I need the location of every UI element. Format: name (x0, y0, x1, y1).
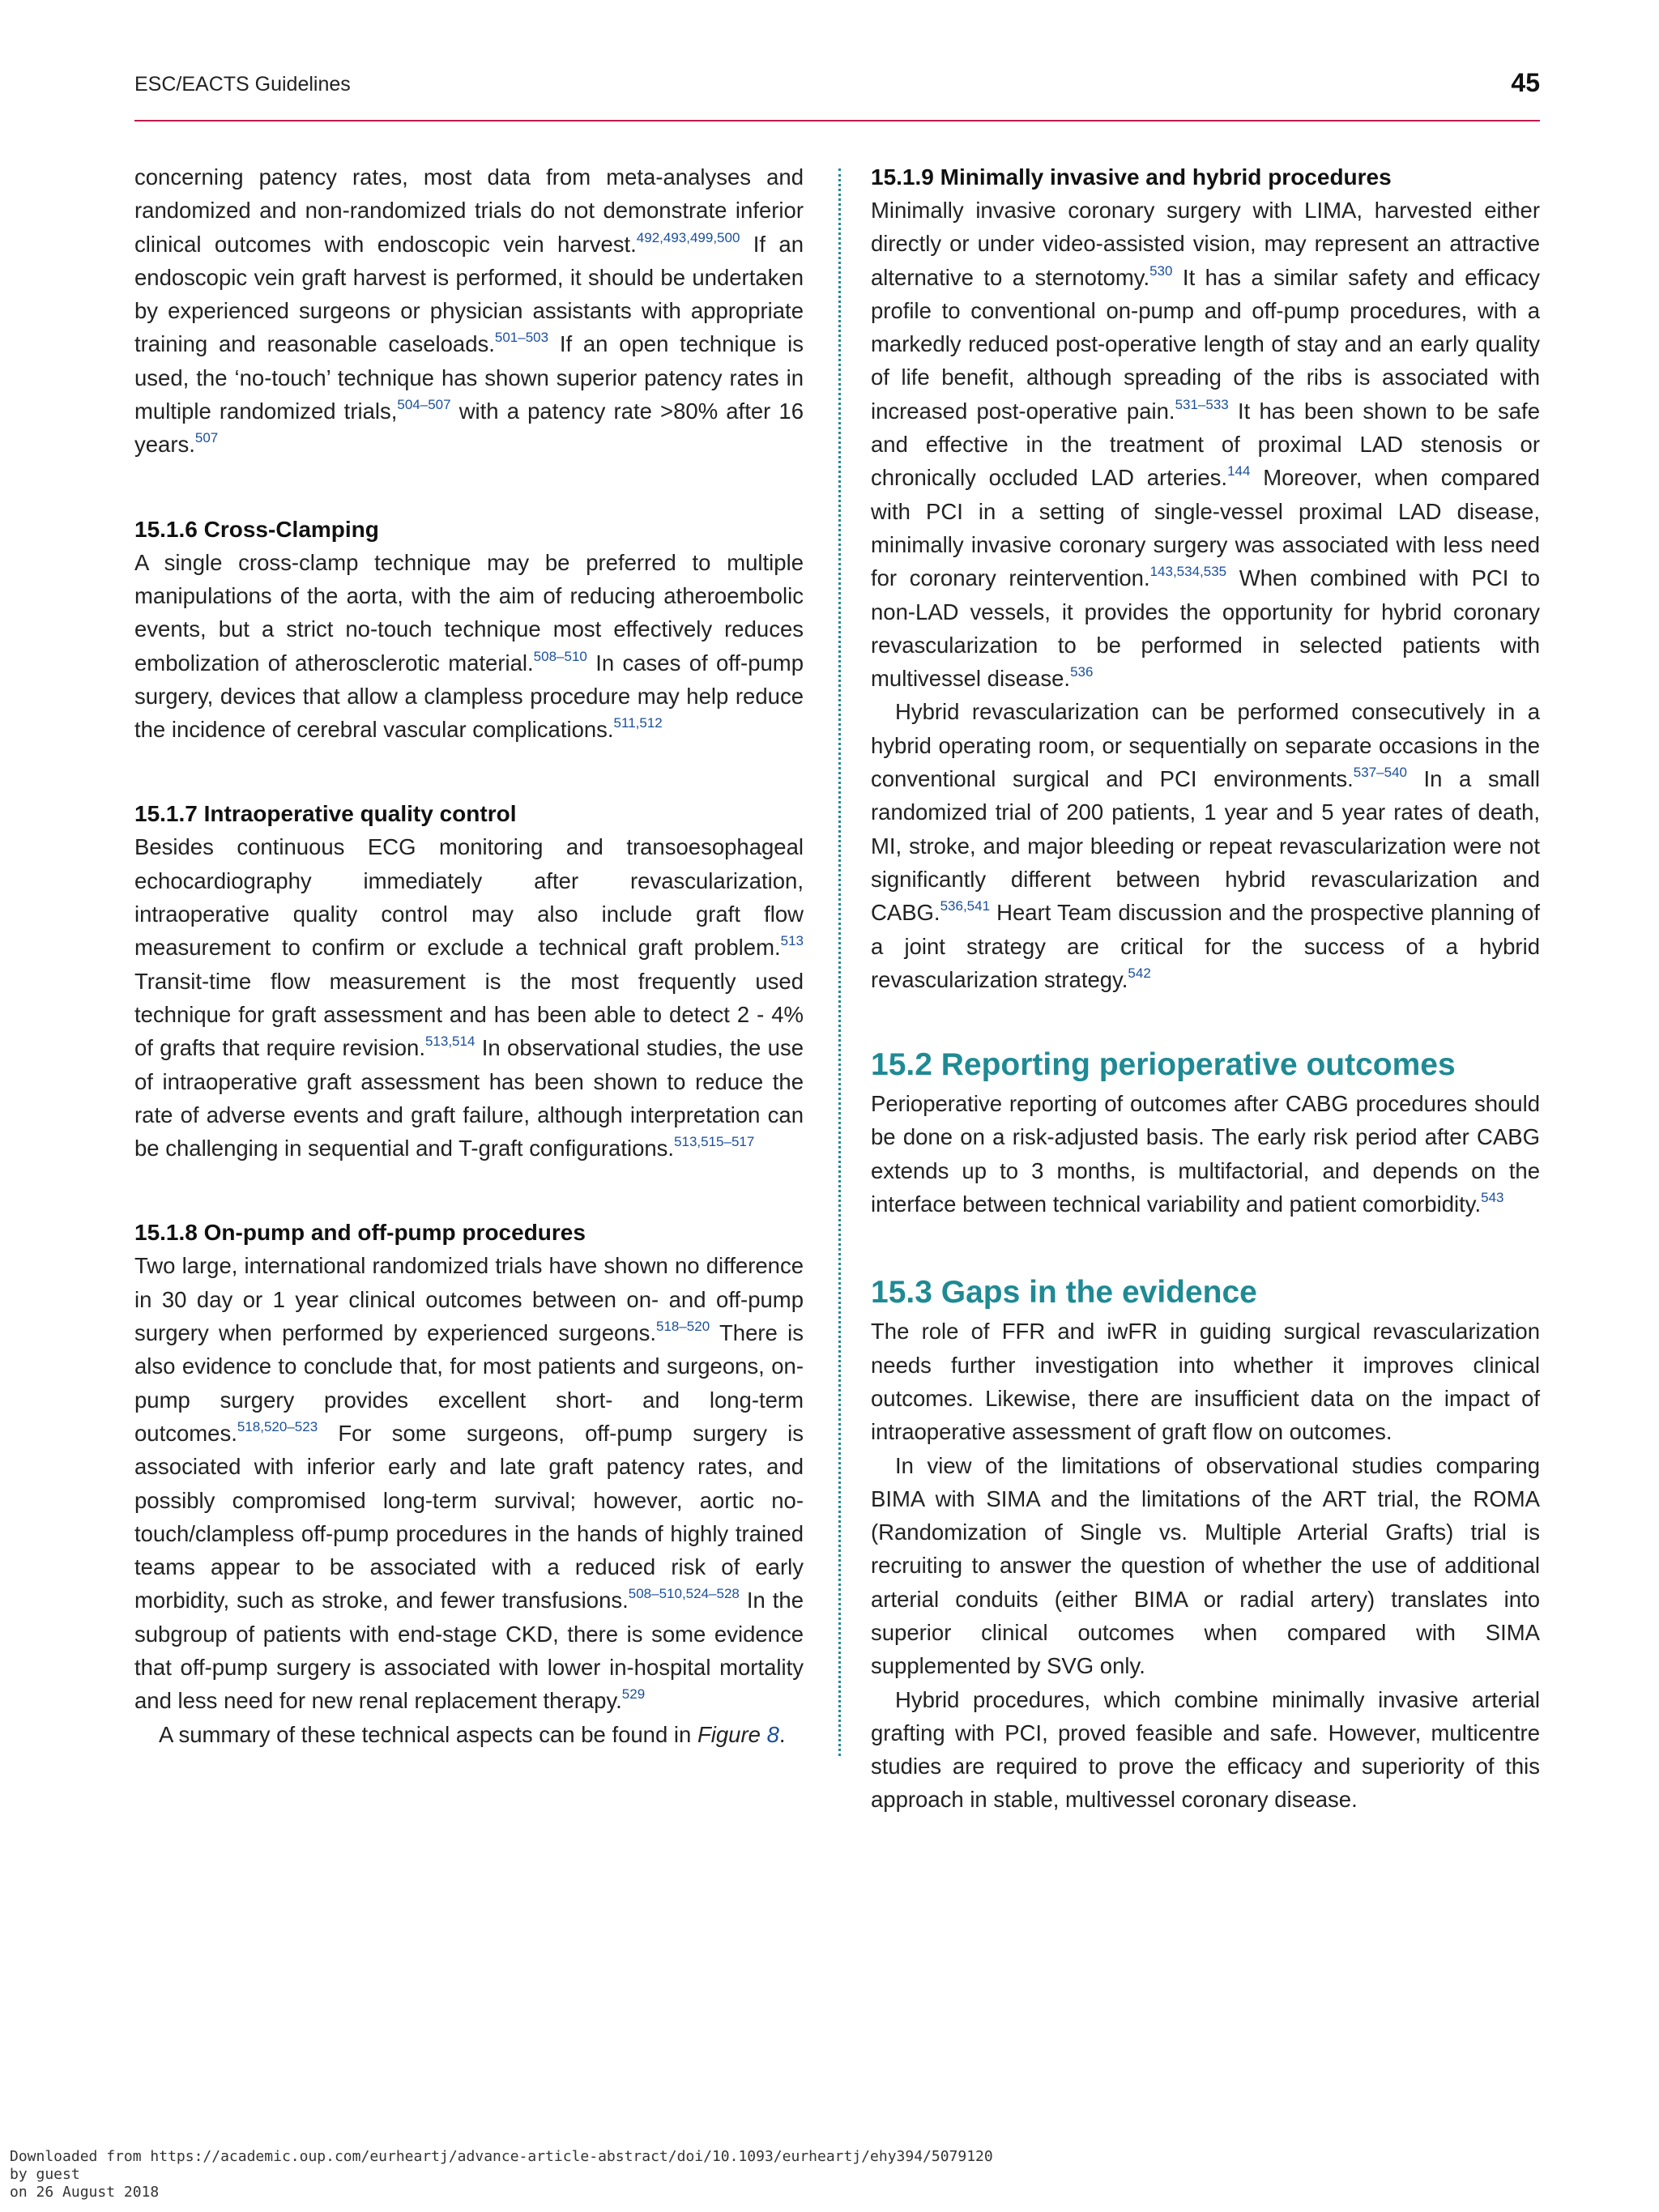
paragraph-minimally-invasive: Minimally invasive coronary surgery with LIMA, harvested either directly or under video-assisted vision, may represent an attractive alternative to a sternotomy.$^{530}$ It has a similar safety and efficacy profile to conventional on-pump and off-pump procedures, with a markedly reduced post-operative length of stay and an early quality of life benefit, although spreading of the ribs is associated with increased post-operative pain.$^{531-533}$ It has been shown to be safe and effective in the treatment of proximal LAD stenosis or chronically occluded LAD arteries.$^{144}$ Moreover, when compared with PCI in a setting of single-vessel proximal LAD disease, minimally invasive coronary surgery was associated with less need for coronary reintervention.$^{143,534,535}$ When combined with PCI to non-LAD vessels, it provides the opportunity for hybrid coronary revascularization to be performed in selected patients with multivessel disease.$^{536}$ (871, 198, 1540, 692)
footer-line-url: Downloaded from https://academic.oup.com/eurheartj/advance-article-abstract/doi/10.1093/eurheartj/ehy394/5079120 (10, 2148, 993, 2165)
page-number: 45 (1511, 68, 1540, 97)
reference-link[interactable]: 518–520 (655, 1319, 710, 1335)
reference-link[interactable]: 144 (1227, 463, 1251, 479)
reference-link[interactable]: 143,534,535 (1149, 564, 1227, 580)
reference-link[interactable]: 508–510,524–528 (628, 1586, 740, 1602)
reference-link[interactable]: 542 (1128, 965, 1151, 981)
left-column (134, 160, 804, 1751)
journal-title: ESC/EACTS Guidelines (134, 73, 351, 96)
reference-link[interactable]: 513 (780, 933, 804, 949)
reference-link[interactable]: 504–507 (397, 397, 451, 413)
right-column (871, 160, 1540, 1817)
paragraph-gaps-2: In view of the limitations of observational studies comparing BIMA with SIMA and the limitations of the ART trial, the ROMA (Randomization of Single vs. Multiple Arterial Grafts) trial is recruiting to answer the question of whether the use of additional arterial conduits (either BIMA or radial artery) translates into superior clinical outcomes when compared with SIMA supplemented by SVG only. (871, 1452, 1540, 1679)
heading-gaps-evidence: 15.3 Gaps in the evidence (871, 1275, 1257, 1311)
reference-link[interactable]: 501–503 (494, 330, 549, 346)
reference-link[interactable]: 513,515–517 (674, 1134, 755, 1150)
paragraph-quality-control: Besides continuous ECG monitoring and transoesophageal echocardiography immediately after revascularization, intraoperative quality control may also include graft flow measurement to confirm or exclude a technical graft problem.$^{513}$ Transit-time flow measurement is the most frequently used technique for graft assessment and has been able to detect 2 - 4% of grafts that require revision.$^{513,514}$ In observational studies, the use of intraoperative graft assessment has been shown to reduce the rate of adverse events and graft failure, although interpretation can be challenging in sequential and T-graft configurations.$^{513,515-517}$ (134, 834, 804, 1161)
paragraph-vein-harvest: concerning patency rates, most data from meta-analyses and randomized and non-randomized trials do not demonstrate inferior clinical outcomes with endoscopic vein harvest.$^{492,493,499,500}$ If an endoscopic vein graft harvest is performed, it should be undertaken by experienced surgeons or physician assistants with appropriate training and reasonable caseloads.$^{501-503}$ If an open technique is used, the ‘no-touch’ technique has shown superior patency rates in multiple randomized trials,$^{504-507}$ with a patency rate >80% after 16 years.$^{507}$ (134, 164, 804, 458)
heading-quality-control: 15.1.7 Intraoperative quality control (134, 801, 517, 827)
reference-link[interactable]: 492,493,499,500 (636, 229, 740, 245)
heading-on-off-pump: 15.1.8 On-pump and off-pump procedures (134, 1220, 586, 1246)
footer-line-guest: by guest (10, 2166, 80, 2183)
reference-link[interactable]: 537–540 (1353, 765, 1407, 781)
header-rule (134, 120, 1540, 121)
footer-line-date: on 26 August 2018 (10, 2184, 160, 2201)
paragraph-hybrid: Hybrid revascularization can be performed consecutively in a hybrid operating room, or sequentially on separate occasions in the conventional surgical and PCI environments.$^{537-540}$ In a small randomized trial of 200 patients, 1 year and 5 year rates of death, MI, stroke, and major bleeding or repeat revascularization were not significantly different between hybrid revascularization and CABG.$^{536,541}$ Heart Team discussion and the prospective planning of a joint strategy are critical for the success of a hybrid revascularization strategy.$^{542}$ (871, 699, 1541, 992)
running-header (134, 68, 1540, 107)
heading-reporting-outcomes: 15.2 Reporting perioperative outcomes (871, 1047, 1456, 1083)
reference-link[interactable]: 511,512 (613, 715, 663, 731)
reference-link[interactable]: 531–533 (1175, 396, 1229, 412)
paragraph-gaps-1: The role of FFR and iwFR in guiding surgical revascularization needs further investigation into whether it improves clinical outcomes. Likewise, there are insufficient data on the impact of intraoperative assessment of graft flow on outcomes. (871, 1319, 1540, 1445)
heading-minimally-invasive: 15.1.9 Minimally invasive and hybrid procedures (871, 164, 1392, 190)
paragraph-reporting-outcomes: Perioperative reporting of outcomes after CABG procedures should be done on a risk-adjusted basis. The early risk period after CABG extends up to 3 months, is multifactorial, and depends on the interface between technical variability and patient comorbidity.$^{543}$ (871, 1091, 1540, 1217)
paragraph-summary: A summary of these technical aspects can be found in Figure 8. (159, 1721, 786, 1747)
paragraph-on-off-pump: Two large, international randomized trials have shown no difference in 30 day or 1 year clinical outcomes between on- and off-pump surgery when performed by experienced surgeons.$^{518-520}$ There is also evidence to conclude that, for most patients and surgeons, on-pump surgery provides excellent short- and long-term outcomes.$^{518,520-523}$ For some surgeons, off-pump surgery is associated with inferior early and late graft patency rates, and possibly compromised long-term survival; however, aortic no-touch/clampless off-pump procedures in the hands of highly trained teams appear to be associated with a reduced risk of early morbidity, such as stroke, and fewer transfusions.$^{508-510,524-528}$ In the subgroup of patients with end-stage CKD, there is some evidence that off-pump surgery is associated with lower in-hospital mortality and less need for new renal replacement therapy.$^{529}$ (134, 1253, 804, 1714)
reference-link[interactable]: 530 (1149, 262, 1173, 279)
reference-link[interactable]: 529 (621, 1686, 646, 1703)
figure-link[interactable]: Figure 8 (697, 1721, 779, 1747)
reference-link[interactable]: 518,520–523 (237, 1418, 318, 1434)
reference-link[interactable]: 543 (1481, 1190, 1504, 1206)
reference-link[interactable]: 507 (194, 430, 219, 446)
paragraph-cross-clamping: A single cross-clamp technique may be preferred to multiple manipulations of the aorta, with the aim of reducing atheroembolic events, but a strict no-touch technique most effectively reduces embolization of atherosclerotic material.$^{508-510}$ In cases of off-pump surgery, devices that allow a clampless procedure may help reduce the incidence of cerebral vascular complications.$^{511,512}$ (134, 549, 804, 743)
download-footer (10, 2148, 993, 2201)
paragraph-gaps-3: Hybrid procedures, which combine minimally invasive arterial grafting with PCI, proved feasible and safe. However, multicentre studies are required to prove the efficacy and superiority of this approach in stable, multivessel coronary disease. (871, 1686, 1540, 1813)
reference-link[interactable]: 508–510 (533, 648, 587, 664)
reference-link[interactable]: 513,514 (424, 1034, 476, 1050)
reference-link[interactable]: 536 (1070, 664, 1094, 680)
heading-cross-clamping: 15.1.6 Cross-Clamping (134, 516, 379, 542)
column-divider (838, 168, 841, 1756)
reference-link[interactable]: 536,541 (940, 898, 991, 914)
